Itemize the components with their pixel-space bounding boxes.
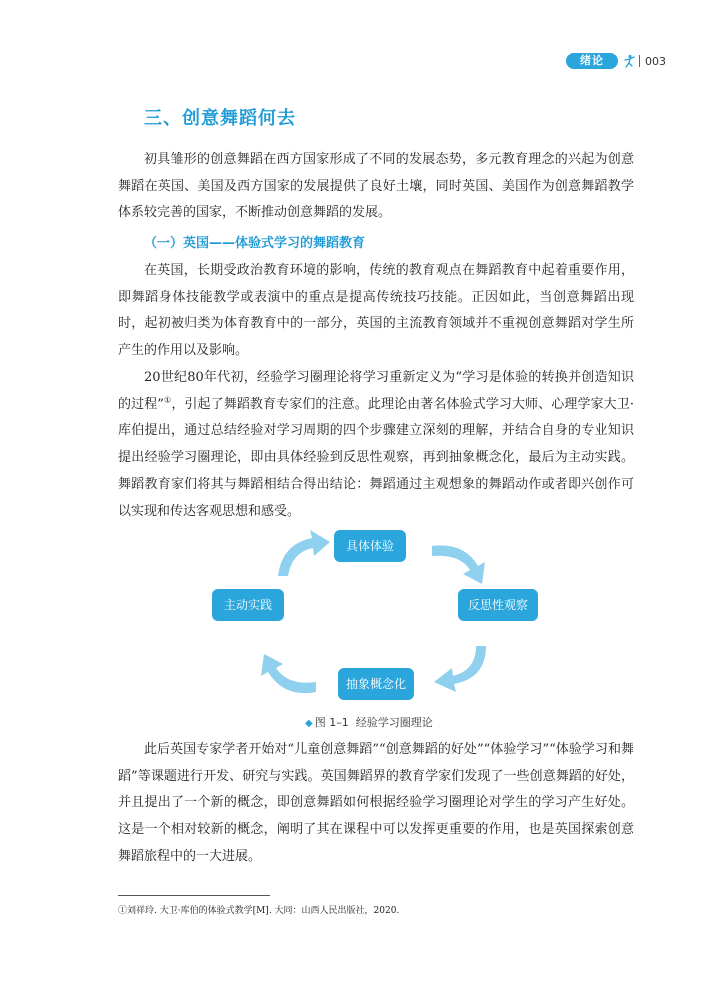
section-title: 三、创意舞蹈何去 bbox=[144, 108, 296, 129]
paragraph-4: 此后英国专家学者开始对“儿童创意舞蹈”“创意舞蹈的好处”“体验学习”“体验学习和舞蹈”等课题进行开发、研究与实践。英国舞蹈界的教育学家们发现了一些创意舞蹈的好处，并且提出了一个新的概念，即创意舞蹈如何根据经验学习圈理论对学生的学习产生好处。这是一个相对较新的概念，阐明了其在课程中可以发挥更重要的作用，也是英国探索创意舞蹈旅程中的一大进展。 bbox=[118, 742, 634, 864]
node-active-experimentation: 主动实践 bbox=[212, 589, 284, 621]
node-concrete-experience: 具体体验 bbox=[334, 530, 406, 562]
figure-caption bbox=[305, 714, 433, 730]
node-reflective-observation: 反思性观察 bbox=[458, 589, 538, 621]
paragraph-3 bbox=[118, 365, 634, 525]
paragraph-3-text-a: 20世纪80年代初，经验学习圈理论将学习重新定义为“学习是体验的转换并创造知识的过程” bbox=[118, 370, 634, 412]
figure-caption-text: 经验学习圈理论 bbox=[355, 716, 433, 729]
paragraph-1: 初具雏形的创意舞蹈在西方国家形成了不同的发展态势，多元教育理念的兴起为创意舞蹈在英国、美国及西方国家的发展提供了良好土壤，同时英国、美国作为创意舞蹈教学体系较完善的国家，不断推动创意舞蹈的发展。 bbox=[118, 152, 634, 221]
footnote: ①刘祥玲. 大卫·库伯的体验式教学[M]. 大同：山西人民出版社，2020. bbox=[118, 906, 400, 916]
footnote-rule bbox=[118, 895, 270, 896]
running-header bbox=[566, 52, 666, 70]
subsection-title: （一）英国——体验式学习的舞蹈教育 bbox=[144, 236, 366, 251]
chapter-tag: 绪论 bbox=[566, 53, 618, 69]
paragraph-2: 在英国，长期受政治教育环境的影响，传统的教育观点在舞蹈教育中起着重要作用，即舞蹈身体技能教学或表演中的重点是提高传统技巧技能。正因如此，当创意舞蹈出现时，起初被归类为体育教育中的一部分，英国的主流教育领域并不重视创意舞蹈对学生所产生的作用以及影响。 bbox=[118, 263, 634, 359]
arrow-top-to-right bbox=[430, 536, 490, 586]
node-abstract-conceptualization: 抽象概念化 bbox=[338, 668, 414, 700]
header-divider bbox=[639, 55, 640, 67]
figure-label: 图 1–1 bbox=[314, 716, 349, 729]
diamond-icon: ◆ bbox=[305, 718, 313, 729]
arrow-left-to-top bbox=[272, 530, 332, 580]
dancer-icon bbox=[622, 54, 636, 68]
arrow-right-to-bottom bbox=[432, 644, 492, 694]
footnote-ref[interactable]: ① bbox=[163, 395, 172, 405]
paragraph-3-text-b: ，引起了舞蹈教育专家们的注意。此理论由著名体验式学习大师、心理学家大卫·库伯提出，通过总结经验对学习周期的四个步骤建立深刻的理解，并结合自身的专业知识提出经验学习圈理论，即由具体经验到反思性观察，再到抽象概念化，最后为主动实践。舞蹈教育家们将其与舞蹈相结合得出结论：舞蹈通过主观想象的舞蹈动作或者即兴创作可以实现和传达客观思想和感受。 bbox=[118, 396, 634, 519]
page-number: 003 bbox=[645, 54, 666, 68]
learning-cycle-diagram bbox=[200, 522, 540, 712]
arrow-bottom-to-left bbox=[258, 652, 318, 702]
